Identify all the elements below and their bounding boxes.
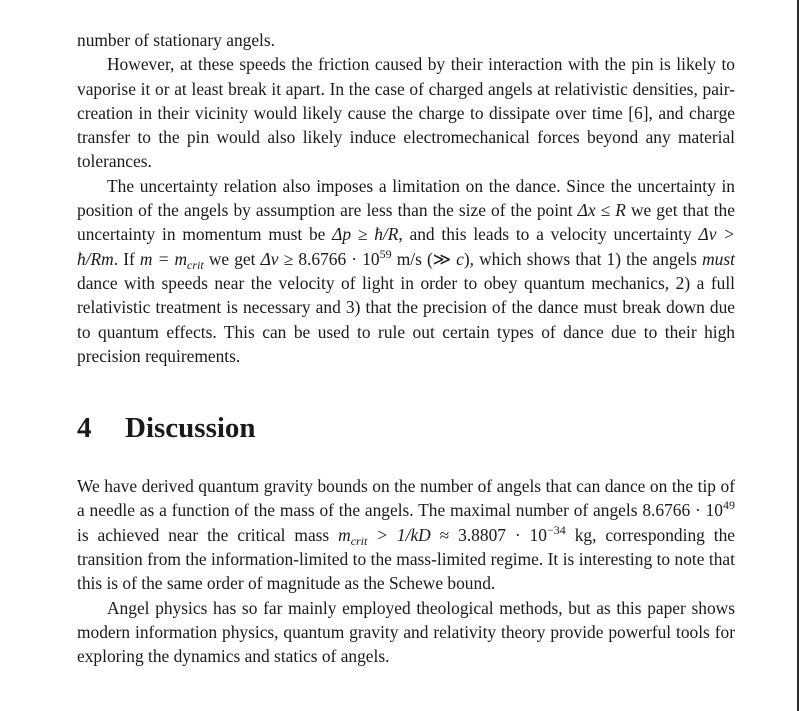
text-run: . If	[113, 248, 135, 269]
math-delta-v: Δv ≥	[260, 248, 294, 269]
value-mantissa: 8.6766 · 10	[642, 500, 723, 521]
section-number: 4	[77, 412, 92, 445]
math-run: > 1/kD	[376, 524, 431, 545]
text-run: is achieved near the critical mass	[77, 524, 330, 545]
value-velocity	[298, 246, 392, 269]
text-run: ), which shows that 1) the angels	[463, 248, 697, 269]
math-momentum-uncertainty: Δp ≥ ħ/R	[332, 224, 399, 245]
superscript: 59	[379, 246, 392, 261]
paragraph-angel-physics	[77, 596, 735, 669]
math-mass-condition	[139, 248, 204, 272]
page-edge-line	[797, 0, 799, 711]
value-mantissa: 8.6766 · 10	[298, 248, 380, 269]
math-light-speed: c	[456, 248, 464, 269]
text-run: dance with speeds near the velocity of light in order to obey quantum mechanics, 2) a full relativistic treatment is necessary and 3) that the precision of the dance must break down due to quantum effects. This can be used to rule out certain types of dance due to their high precision requirements.	[77, 272, 735, 366]
text-run: we get	[208, 248, 256, 269]
text-run: We have derived quantum gravity bounds on the number of angels that can dance on the tip of a needle as a function of the mass of the angels. The maximal number of angels	[77, 476, 735, 521]
text-run: we get that the uncertainty in momentum must be	[77, 200, 735, 245]
math-run: m = m	[139, 248, 188, 269]
paper-page	[77, 0, 735, 669]
math-position-uncertainty: Δx ≤ R	[577, 200, 626, 221]
superscript: −34	[546, 522, 566, 537]
text-run: kg, corresponding the transition from the information-limited to the mass-limited regime. It is interesting to note that this is of the same order of magnitude as the Schewe bound.	[77, 524, 735, 594]
paragraph-summary	[77, 474, 735, 595]
math-critical-mass	[338, 524, 431, 548]
text-run: However, at these speeds the friction caused by their interaction with the pin is likely to vaporise it or at least break it apart. In the case of charged angels at relativistic densities, pair-creation in their vicinity would likely cause the charge to dissipate over time [6], and charge transfer to the pin would also likely induce electromechanical forces beyond any material tolerances.	[77, 54, 735, 172]
text-run: Angel physics has so far mainly employed theological methods, but as this paper shows modern information physics, quantum gravity and relativity theory provide powerful tools for exploring the dynamics and statics of angels.	[77, 597, 735, 667]
paragraph-continuation	[77, 28, 735, 52]
subscript: crit	[350, 533, 368, 548]
value-critical-mass	[439, 522, 566, 545]
math-run: m	[338, 524, 351, 545]
paragraph-friction	[77, 52, 735, 173]
emphasis: must	[702, 248, 735, 269]
text-run: The uncertainty relation also imposes a limitation on the dance. Since the uncertainty in position of the angels by assumption are less than the size of the point	[77, 175, 735, 221]
superscript: 49	[723, 498, 735, 513]
paragraph-uncertainty	[77, 174, 735, 368]
section-heading	[77, 410, 735, 456]
text-run: m/s (≫	[396, 248, 451, 269]
subscript: crit	[187, 257, 204, 272]
text-run: , and this leads to a velocity uncertainty	[398, 224, 692, 245]
value-max-angels	[642, 500, 735, 520]
math-velocity-uncertainty: Δv > ħ/Rm	[77, 224, 735, 269]
section-title: Discussion	[125, 412, 256, 445]
text-run: number of stationary angels.	[77, 30, 276, 50]
value-mantissa: ≈ 3.8807 · 10	[439, 524, 547, 545]
